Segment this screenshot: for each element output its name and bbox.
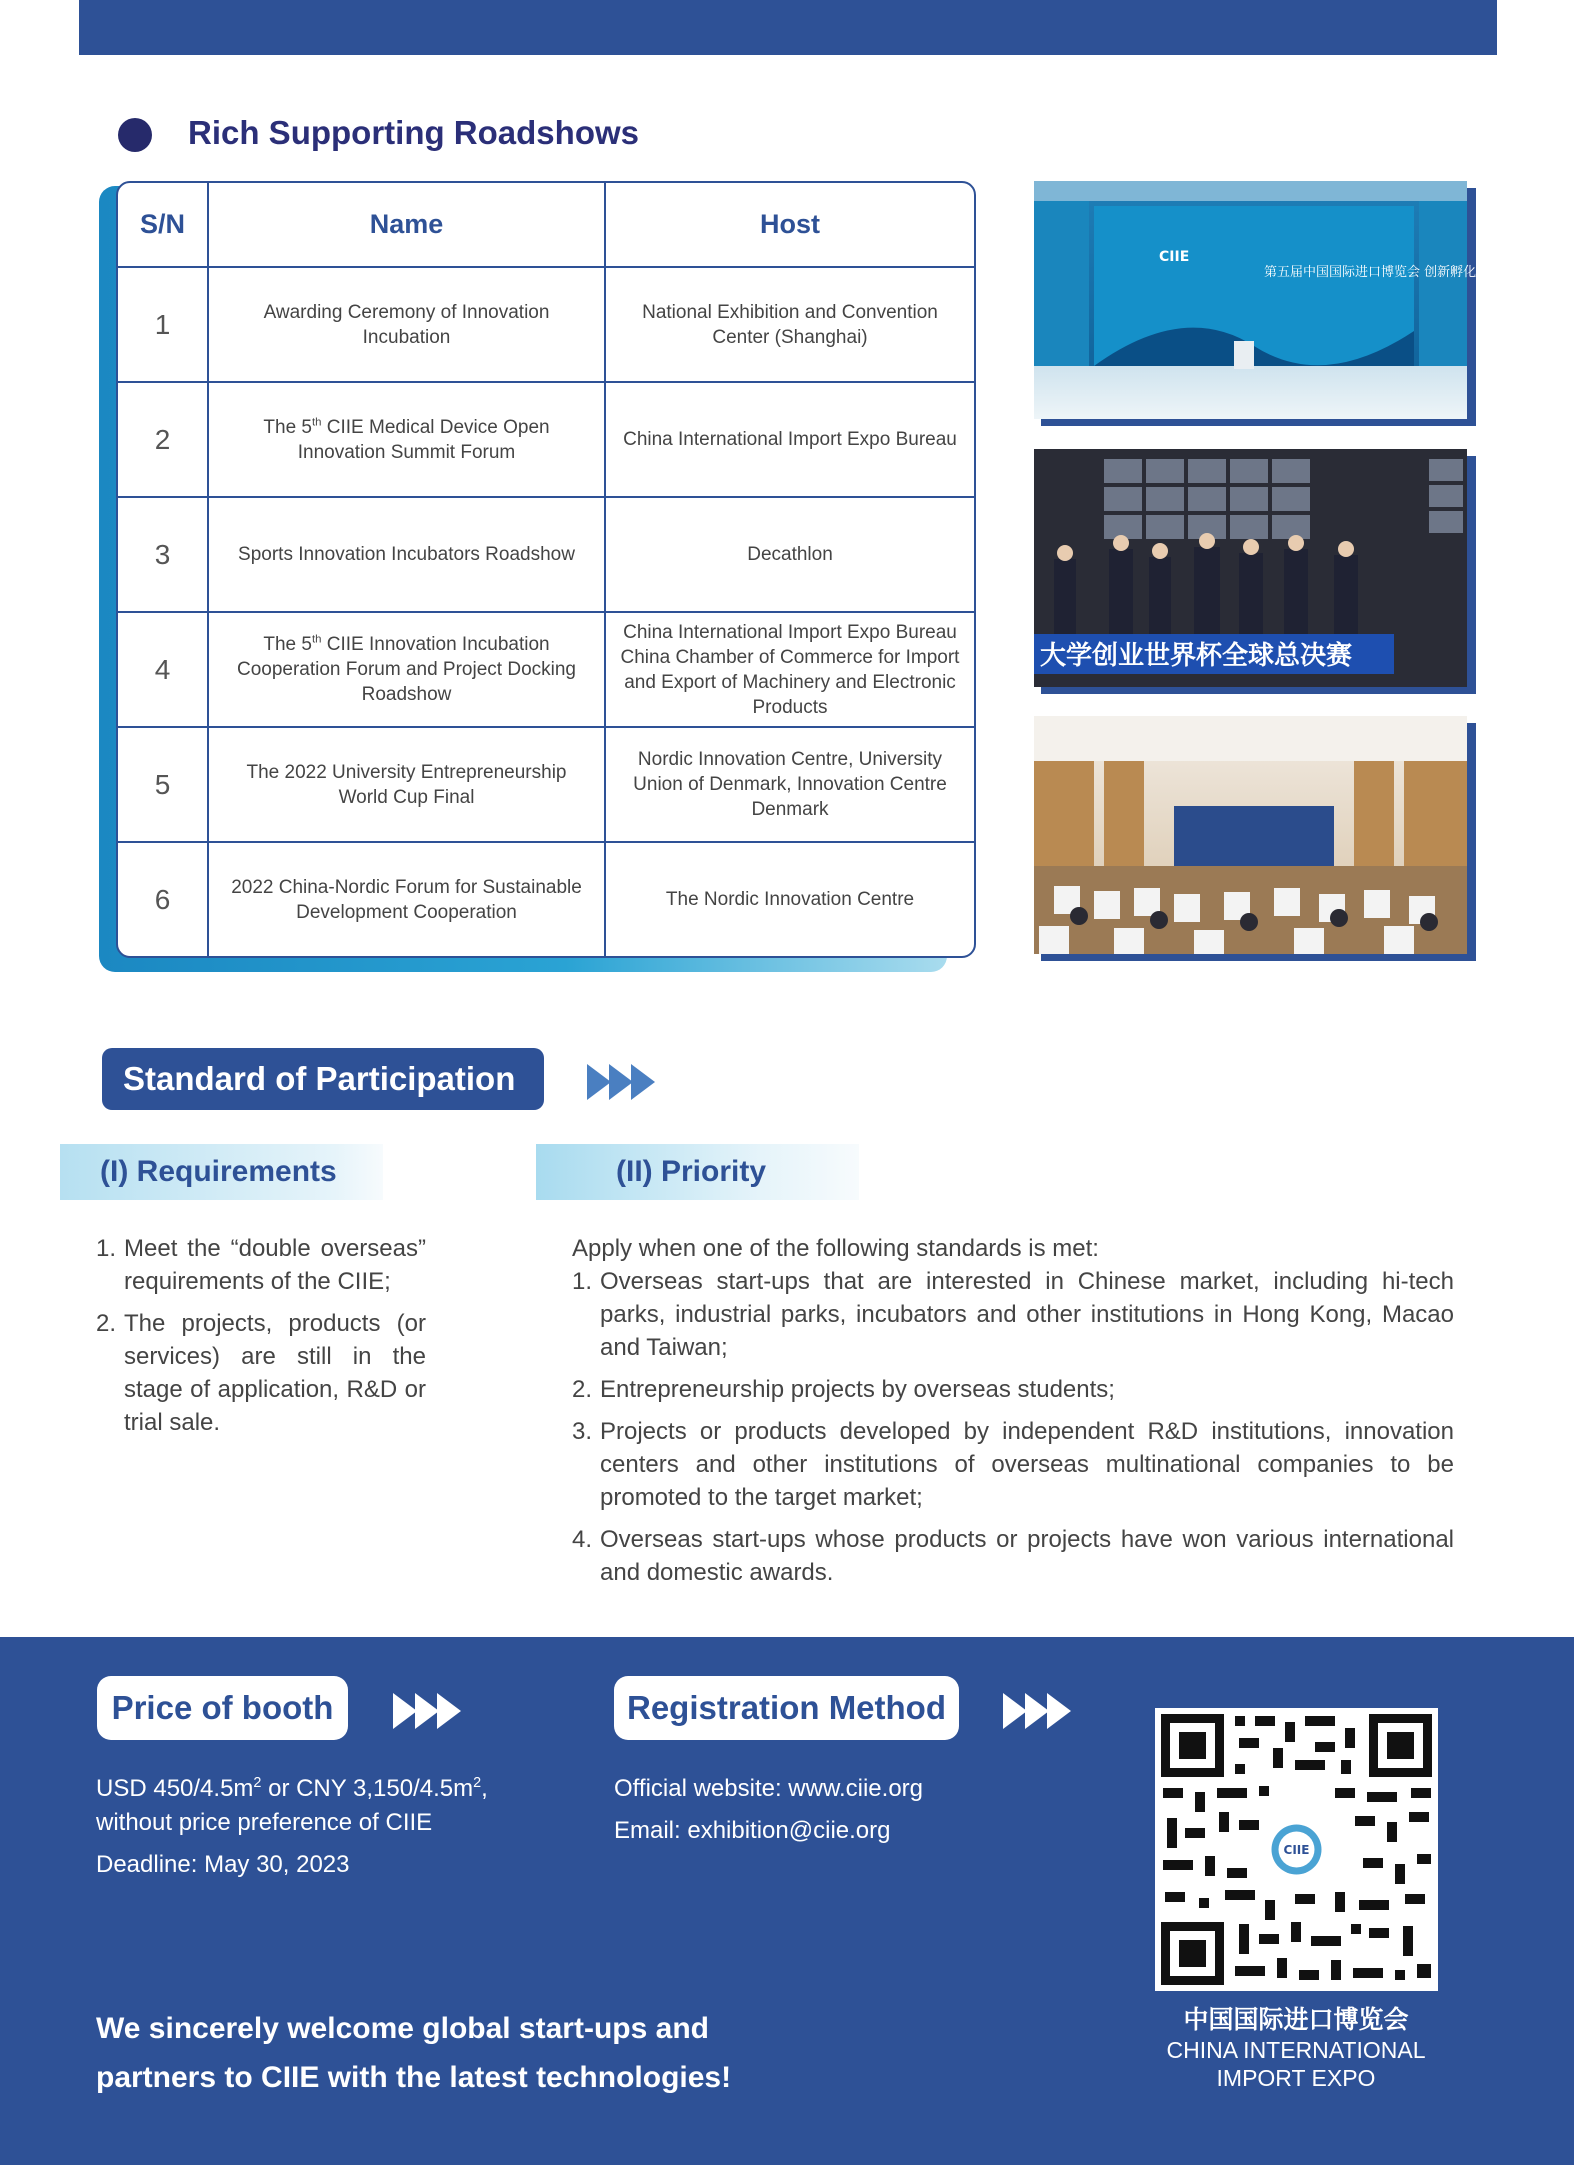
item-number: 3. [572,1418,593,1445]
row-host: China International Import Expo Bureau [605,382,974,497]
arrow-icon [587,1064,611,1100]
row-name: Awarding Ceremony of Innovation Incubation [208,267,605,382]
table-row [118,842,974,956]
list-item [572,1265,1454,1364]
price-text: , [481,1775,488,1802]
arrow-icon [609,1064,633,1100]
requirements-list [96,1232,426,1448]
welcome-line: partners to CIIE with the latest technologies! [96,2061,732,2094]
section-title: Rich Supporting Roadshows [188,114,639,151]
table-row [118,267,974,382]
registration-method-title: Registration Method [614,1676,959,1740]
arrow-icon [1025,1693,1049,1729]
org-name-en: IMPORT EXPO [1216,2065,1376,2091]
list-item [572,1415,1454,1514]
arrow-icon [1003,1693,1027,1729]
stage-sign-text: 第五届中国国际进口博览会 创新孵化专区颁奖仪式 [1264,265,1555,280]
priority-intro: Apply when one of the following standards is met: [572,1235,1099,1262]
header-host: Host [605,183,974,267]
email-link[interactable]: Email: exhibition@ciie.org [614,1817,891,1844]
banner-text: 大学创业世界杯全球总决赛 [1040,641,1353,671]
list-item [572,1523,1454,1589]
forum-hall-photo [1034,716,1467,954]
deadline: Deadline: May 30, 2023 [96,1851,350,1878]
price-details [96,1772,576,1882]
row-name [208,612,605,727]
arrows-icon [393,1693,459,1729]
row-name: Sports Innovation Incubators Roadshow [208,497,605,612]
row-sn: 2 [118,382,208,497]
row-host: The Nordic Innovation Centre [605,842,974,956]
priority-heading: (II) Priority [536,1144,859,1200]
welcome-message [96,2004,731,2102]
header-name: Name [208,183,605,267]
table-row [118,612,974,727]
item-text: Meet the “double overseas” requirements of the CIIE; [124,1235,426,1295]
table-row [118,727,974,842]
priority-list [572,1232,1454,1598]
table-header-row [118,183,974,267]
header-sn: S/N [118,183,208,267]
list-item [96,1232,426,1298]
row-sn: 3 [118,497,208,612]
row-name [208,382,605,497]
name-text: The 5 [263,416,312,438]
row-name: The 2022 University Entrepreneurship World Cup Final [208,727,605,842]
row-host: Decathlon [605,497,974,612]
name-text: CIIE Innovation Incubation Cooperation Forum and Project Docking Roadshow [236,634,576,706]
item-number: 4. [572,1526,593,1553]
svg-text:CIIE: CIIE [1159,249,1190,265]
item-text: Projects or products developed by independent R&D institutions, innovation centers and other institutions of overseas multinational companies to be promoted to the target market; [600,1418,1454,1511]
organizer-name [1140,2004,1452,2092]
price-note: without price preference of CIIE [96,1809,433,1836]
roadshow-table [116,181,976,958]
host-line: China International Import Expo Bureau [623,621,957,643]
row-sn: 5 [118,727,208,842]
row-sn: 1 [118,267,208,382]
item-text: Entrepreneurship projects by overseas students; [600,1376,1115,1403]
item-number: 1. [96,1235,117,1262]
item-number: 1. [572,1268,593,1295]
row-host: Nordic Innovation Centre, University Union of Denmark, Innovation Centre Denmark [605,727,974,842]
squared-sup: 2 [253,1775,262,1791]
arrow-icon [631,1064,655,1100]
item-text: Overseas start-ups that are interested in Chinese market, including hi-tech parks, industrial parks, incubators and other institutions in Hong Kong, Macao and Taiwan; [600,1268,1454,1361]
row-host [605,612,974,727]
stage-ceremony-photo [1034,181,1555,419]
welcome-line: We sincerely welcome global start-ups and [96,2012,709,2045]
arrow-icon [437,1693,461,1729]
row-host: National Exhibition and Convention Center (Shanghai) [605,267,974,382]
table-row [118,382,974,497]
org-name-cn: 中国国际进口博览会 [1183,2006,1409,2034]
arrows-icon [587,1064,653,1100]
org-name-en: CHINA INTERNATIONAL [1166,2037,1426,2063]
world-cup-final-photo [1034,449,1467,687]
item-text: Overseas start-ups whose products or projects have won various international and domestic awards. [600,1526,1454,1586]
arrow-icon [393,1693,417,1729]
arrow-icon [1047,1693,1071,1729]
list-item [96,1307,426,1439]
row-sn: 4 [118,612,208,727]
list-item [572,1373,1454,1406]
ordinal-suffix: th [311,633,322,646]
website-link[interactable]: Official website: www.ciie.org [614,1775,923,1802]
item-text: The projects, products (or services) are still in the stage of application, R&D or trial sale. [124,1310,426,1436]
item-number: 2. [572,1376,593,1403]
requirements-heading: (I) Requirements [60,1144,383,1200]
name-text: The 5 [263,634,312,656]
qr-logo-text: CIIE [1283,1843,1310,1857]
item-number: 2. [96,1310,117,1337]
qr-code[interactable] [1155,1708,1438,1991]
row-sn: 6 [118,842,208,956]
ordinal-suffix: th [312,416,322,429]
row-name: 2022 China-Nordic Forum for Sustainable Development Cooperation [208,842,605,956]
top-banner-bar [79,0,1497,55]
price-of-booth-title: Price of booth [97,1676,348,1740]
registration-details [614,1772,1074,1848]
standard-of-participation-title: Standard of Participation [102,1048,544,1110]
host-line: China Chamber of Commerce for Import and Export of Machinery and Electronic Products [620,646,960,718]
arrow-icon [415,1693,439,1729]
section-bullet-icon [118,118,152,152]
name-text: CIIE Medical Device Open Innovation Summit Forum [297,416,550,463]
squared-sup: 2 [473,1775,482,1791]
price-text: or CNY 3,150/4.5m [261,1775,474,1802]
table-row [118,497,974,612]
price-text: USD 450/4.5m [96,1775,254,1802]
price-line [96,1772,576,1806]
arrows-icon [1003,1693,1069,1729]
